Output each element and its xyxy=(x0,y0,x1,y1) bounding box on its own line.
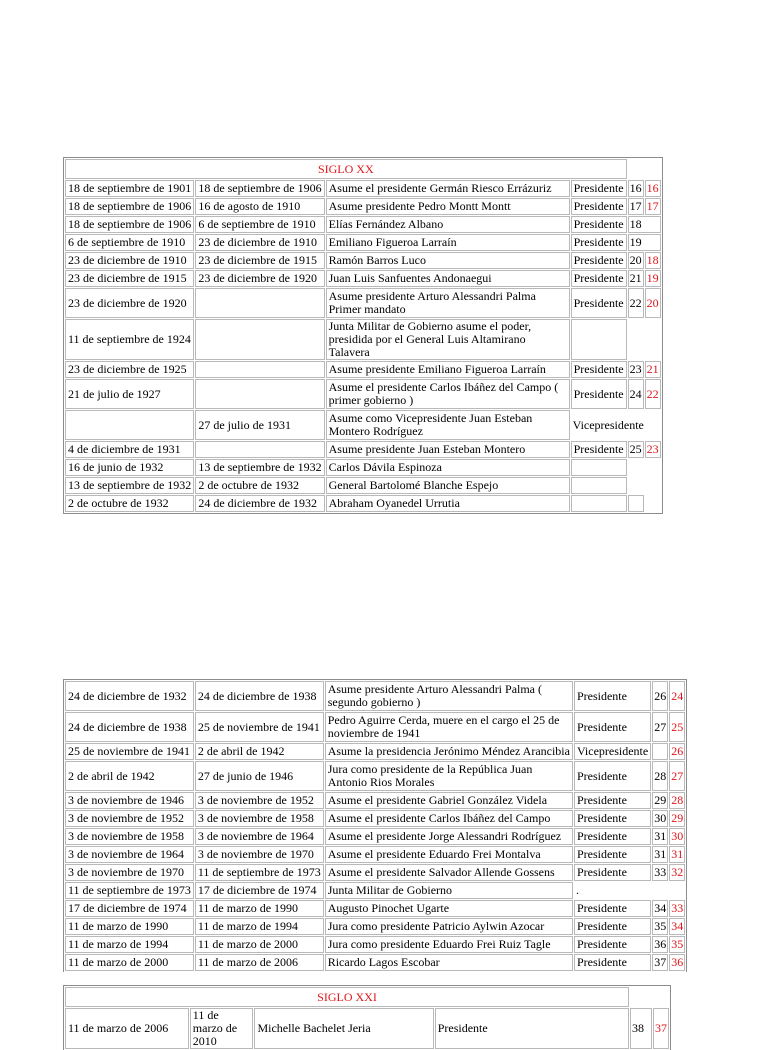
start-date: 23 de diciembre de 1925 xyxy=(65,361,194,378)
number: 31 xyxy=(654,829,667,843)
event-text: Elías Fernández Albano xyxy=(326,216,570,233)
spacer-cell xyxy=(628,159,661,179)
number-red: 29 xyxy=(671,811,684,825)
end-date: 11 de septiembre de 1973 xyxy=(195,864,324,881)
end-date xyxy=(195,319,324,360)
table-row xyxy=(65,712,685,742)
table-row xyxy=(65,234,661,251)
start-date: 18 de septiembre de 1901 xyxy=(65,180,194,197)
table-row xyxy=(65,1008,669,1049)
start-date: 3 de noviembre de 1946 xyxy=(65,792,194,809)
number-red: 36 xyxy=(671,955,684,969)
table-row xyxy=(65,792,685,809)
start-date: 18 de septiembre de 1906 xyxy=(65,216,194,233)
table-row xyxy=(65,361,661,378)
role: Presidente xyxy=(574,681,651,711)
start-date: 18 de septiembre de 1906 xyxy=(65,198,194,215)
empty-cell xyxy=(628,459,661,476)
role: Presidente xyxy=(571,379,627,409)
role: Presidente xyxy=(574,810,651,827)
event-text: Asume el presidente Eduardo Frei Montalva xyxy=(325,846,573,863)
number: 38 xyxy=(630,1008,652,1049)
number: 36 xyxy=(654,937,667,951)
end-date: 16 de agosto de 1910 xyxy=(195,198,324,215)
start-date: 6 de septiembre de 1910 xyxy=(65,234,194,251)
table-row xyxy=(65,216,661,233)
number-red: 19 xyxy=(646,271,659,285)
start-date: 13 de septiembre de 1932 xyxy=(65,477,194,494)
event-text: Jura como presidente de la República Juan Antonio Rios Morales xyxy=(325,761,573,791)
role: Presidente xyxy=(435,1008,629,1049)
event-text: Jura como presidente Patricio Aylwin Azocar xyxy=(325,918,573,935)
number-red: 33 xyxy=(671,901,684,915)
role: Vicepresidente xyxy=(572,417,644,432)
table-row xyxy=(65,495,661,512)
number: 19 xyxy=(628,234,661,251)
start-date: 2 de abril de 1942 xyxy=(65,761,194,791)
start-date: 24 de diciembre de 1938 xyxy=(65,712,194,742)
start-date: 25 de noviembre de 1941 xyxy=(65,743,194,760)
number: 34 xyxy=(654,901,667,915)
end-date: 2 de octubre de 1932 xyxy=(195,477,324,494)
table-row xyxy=(65,743,685,760)
table-row xyxy=(65,761,685,791)
event-text: Carlos Dávila Espinoza xyxy=(326,459,570,476)
table-row xyxy=(65,810,685,827)
end-date: 13 de septiembre de 1932 xyxy=(195,459,324,476)
number: 24 xyxy=(628,379,644,409)
end-date: 17 de diciembre de 1974 xyxy=(195,882,324,899)
start-date: 16 de junio de 1932 xyxy=(65,459,194,476)
event-text: Junta Militar de Gobierno xyxy=(325,882,573,899)
number xyxy=(652,743,668,760)
start-date: 2 de octubre de 1932 xyxy=(65,495,194,512)
number-red: 37 xyxy=(653,1008,669,1049)
number-red: 17 xyxy=(646,199,659,213)
role: Presidente xyxy=(571,234,627,251)
table-heading: SIGLO XX xyxy=(65,159,627,179)
role: Vicepresidente xyxy=(574,743,651,760)
end-date: 6 de septiembre de 1910 xyxy=(195,216,324,233)
number: 25 xyxy=(629,442,642,456)
event-text: Pedro Aguirre Cerda, muere en el cargo el 25 de noviembre de 1941 xyxy=(325,712,573,742)
start-date: 21 de julio de 1927 xyxy=(65,379,194,409)
start-date: 3 de noviembre de 1952 xyxy=(65,810,194,827)
event-text: Asume presidente Arturo Alessandri Palma Primer mandato xyxy=(326,288,570,318)
number: 18 xyxy=(628,216,661,233)
table-row xyxy=(65,882,685,899)
event-text: Asume presidente Arturo Alessandri Palma ( segundo gobierno ) xyxy=(325,681,573,711)
number-red: 18 xyxy=(646,253,659,267)
end-date: 11 de marzo de 2010 xyxy=(190,1008,254,1049)
event-text: General Bartolomé Blanche Espejo xyxy=(326,477,570,494)
end-date: 2 de abril de 1942 xyxy=(195,743,324,760)
number: 33 xyxy=(654,865,667,879)
number-red: 24 xyxy=(669,681,685,711)
empty-cell xyxy=(628,319,661,360)
siglo-xx-table xyxy=(63,157,663,514)
role: Presidente xyxy=(574,936,651,953)
table-row xyxy=(65,954,685,971)
role: Presidente xyxy=(571,270,627,287)
empty-cell xyxy=(652,882,685,899)
event-text: Junta Militar de Gobierno asume el poder, presidida por el General Luis Altamirano Talavera xyxy=(326,319,570,360)
number: 29 xyxy=(654,793,667,807)
number: 16 xyxy=(629,181,642,195)
start-date: 11 de marzo de 1990 xyxy=(65,918,194,935)
table-row xyxy=(65,477,661,494)
number: 22 xyxy=(628,288,644,318)
table-heading: SIGLO XXI xyxy=(65,987,629,1007)
table-row xyxy=(65,681,685,711)
end-date xyxy=(195,361,324,378)
end-date xyxy=(195,441,324,458)
table-row xyxy=(65,900,685,917)
end-date: 11 de marzo de 1994 xyxy=(195,918,324,935)
role: Presidente xyxy=(571,180,627,197)
number: 28 xyxy=(652,761,668,791)
number xyxy=(628,495,644,512)
end-date: 27 de julio de 1931 xyxy=(195,410,324,440)
table-row xyxy=(65,828,685,845)
start-date: 23 de diciembre de 1915 xyxy=(65,270,194,287)
end-date: 27 de junio de 1946 xyxy=(195,761,324,791)
number-red: 20 xyxy=(645,288,661,318)
role: Presidente xyxy=(571,361,627,378)
start-date: 3 de noviembre de 1970 xyxy=(65,864,194,881)
role: Presidente xyxy=(574,792,651,809)
number: 26 xyxy=(652,681,668,711)
empty-cell xyxy=(628,477,661,494)
role: Presidente xyxy=(571,288,627,318)
number-red: 26 xyxy=(671,744,684,758)
number-red: 22 xyxy=(645,379,661,409)
end-date: 24 de diciembre de 1938 xyxy=(195,681,324,711)
role: Presidente xyxy=(574,918,651,935)
number-red: 31 xyxy=(671,847,684,861)
empty-cell xyxy=(645,495,661,512)
event-text: Asume como Vicepresidente Juan Esteban Montero Rodríguez xyxy=(326,410,570,440)
spacer-cell xyxy=(630,987,669,1007)
event-text: Asume el presidente Carlos Ibáñez del Campo xyxy=(325,810,573,827)
number-red: 35 xyxy=(671,937,684,951)
table-row xyxy=(65,936,685,953)
role: Presidente xyxy=(574,712,651,742)
event-text: Augusto Pinochet Ugarte xyxy=(325,900,573,917)
end-date: 3 de noviembre de 1970 xyxy=(195,846,324,863)
number-red: 27 xyxy=(669,761,685,791)
table-row xyxy=(65,252,661,269)
role: Presidente xyxy=(574,828,651,845)
event-text: Asume el presidente Jorge Alessandri Rodríguez xyxy=(325,828,573,845)
end-date: 23 de diciembre de 1910 xyxy=(195,234,324,251)
table-row xyxy=(65,319,661,360)
end-date xyxy=(195,288,324,318)
number-red: 16 xyxy=(646,181,659,195)
event-text: Jura como presidente Eduardo Frei Ruiz Tagle xyxy=(325,936,573,953)
number: 21 xyxy=(629,271,642,285)
table-row xyxy=(65,918,685,935)
event-text: Asume presidente Juan Esteban Montero xyxy=(326,441,570,458)
start-date: 17 de diciembre de 1974 xyxy=(65,900,194,917)
number-red: 34 xyxy=(671,919,684,933)
start-date: 4 de diciembre de 1931 xyxy=(65,441,194,458)
end-date: 18 de septiembre de 1906 xyxy=(195,180,324,197)
role xyxy=(571,319,627,360)
role: Presidente xyxy=(571,216,627,233)
start-date: 24 de diciembre de 1932 xyxy=(65,681,194,711)
number-red: 28 xyxy=(671,793,684,807)
event-text: Asume el presidente Gabriel González Videla xyxy=(325,792,573,809)
number: 23 xyxy=(629,362,642,376)
table-row xyxy=(65,288,661,318)
start-date: 11 de marzo de 2000 xyxy=(65,954,194,971)
start-date: 11 de marzo de 1994 xyxy=(65,936,194,953)
number: 31 xyxy=(654,847,667,861)
start-date: 3 de noviembre de 1964 xyxy=(65,846,194,863)
event-text: Asume el presidente Carlos Ibáñez del Campo ( primer gobierno ) xyxy=(326,379,570,409)
start-date: 23 de diciembre de 1910 xyxy=(65,252,194,269)
start-date: 11 de marzo de 2006 xyxy=(65,1008,189,1049)
table-row xyxy=(65,198,661,215)
role: Presidente xyxy=(574,954,651,971)
table-row xyxy=(65,864,685,881)
end-date xyxy=(195,379,324,409)
start-date: 3 de noviembre de 1958 xyxy=(65,828,194,845)
number: 17 xyxy=(629,199,642,213)
table-row xyxy=(65,410,661,440)
event-text: Michelle Bachelet Jeria xyxy=(254,1008,433,1049)
end-date: 24 de diciembre de 1932 xyxy=(195,495,324,512)
siglo-xxi-table xyxy=(63,985,671,1050)
table-row xyxy=(65,441,661,458)
number-red: 23 xyxy=(646,442,659,456)
start-date xyxy=(65,410,194,440)
number-red: 32 xyxy=(671,865,684,879)
role: Presidente xyxy=(574,864,651,881)
end-date: 25 de noviembre de 1941 xyxy=(195,712,324,742)
siglo-xx-table-continued xyxy=(63,679,687,972)
table-row xyxy=(65,459,661,476)
start-date: 23 de diciembre de 1920 xyxy=(65,288,194,318)
end-date: 11 de marzo de 2000 xyxy=(195,936,324,953)
end-date: 23 de diciembre de 1915 xyxy=(195,252,324,269)
end-date: 3 de noviembre de 1952 xyxy=(195,792,324,809)
table-row xyxy=(65,180,661,197)
number: 20 xyxy=(629,253,642,267)
event-text: Asume presidente Emiliano Figueroa Larraín xyxy=(326,361,570,378)
role: Presidente xyxy=(574,846,651,863)
end-date: 11 de marzo de 1990 xyxy=(195,900,324,917)
start-date: 11 de septiembre de 1973 xyxy=(65,882,194,899)
event-text: Emiliano Figueroa Larraín xyxy=(326,234,570,251)
role: . xyxy=(575,883,579,897)
table-row xyxy=(65,270,661,287)
end-date: 3 de noviembre de 1958 xyxy=(195,810,324,827)
event-text: Ricardo Lagos Escobar xyxy=(325,954,573,971)
number: 37 xyxy=(654,955,667,969)
start-date: 11 de septiembre de 1924 xyxy=(65,319,194,360)
role: Presidente xyxy=(571,252,627,269)
table-row xyxy=(65,846,685,863)
number-red: 21 xyxy=(646,362,659,376)
table-row xyxy=(65,379,661,409)
role: Presidente xyxy=(574,761,651,791)
end-date: 3 de noviembre de 1964 xyxy=(195,828,324,845)
end-date: 11 de marzo de 2006 xyxy=(195,954,324,971)
event-text: Asume la presidencia Jerónimo Méndez Arancibia xyxy=(325,743,573,760)
role xyxy=(571,477,627,494)
number: 30 xyxy=(654,811,667,825)
role xyxy=(571,459,627,476)
event-text: Asume presidente Pedro Montt Montt xyxy=(326,198,570,215)
role: Presidente xyxy=(574,900,651,917)
event-text: Asume el presidente Germán Riesco Errázuriz xyxy=(326,180,570,197)
number: 27 xyxy=(652,712,668,742)
number-red: 30 xyxy=(671,829,684,843)
role: Presidente xyxy=(571,198,627,215)
number-red: 25 xyxy=(669,712,685,742)
event-text: Abraham Oyanedel Urrutia xyxy=(326,495,570,512)
event-text: Asume el presidente Salvador Allende Gossens xyxy=(325,864,573,881)
role xyxy=(571,495,627,512)
role: Presidente xyxy=(571,441,627,458)
number: 35 xyxy=(654,919,667,933)
event-text: Juan Luis Sanfuentes Andonaegui xyxy=(326,270,570,287)
event-text: Ramón Barros Luco xyxy=(326,252,570,269)
end-date: 23 de diciembre de 1920 xyxy=(195,270,324,287)
